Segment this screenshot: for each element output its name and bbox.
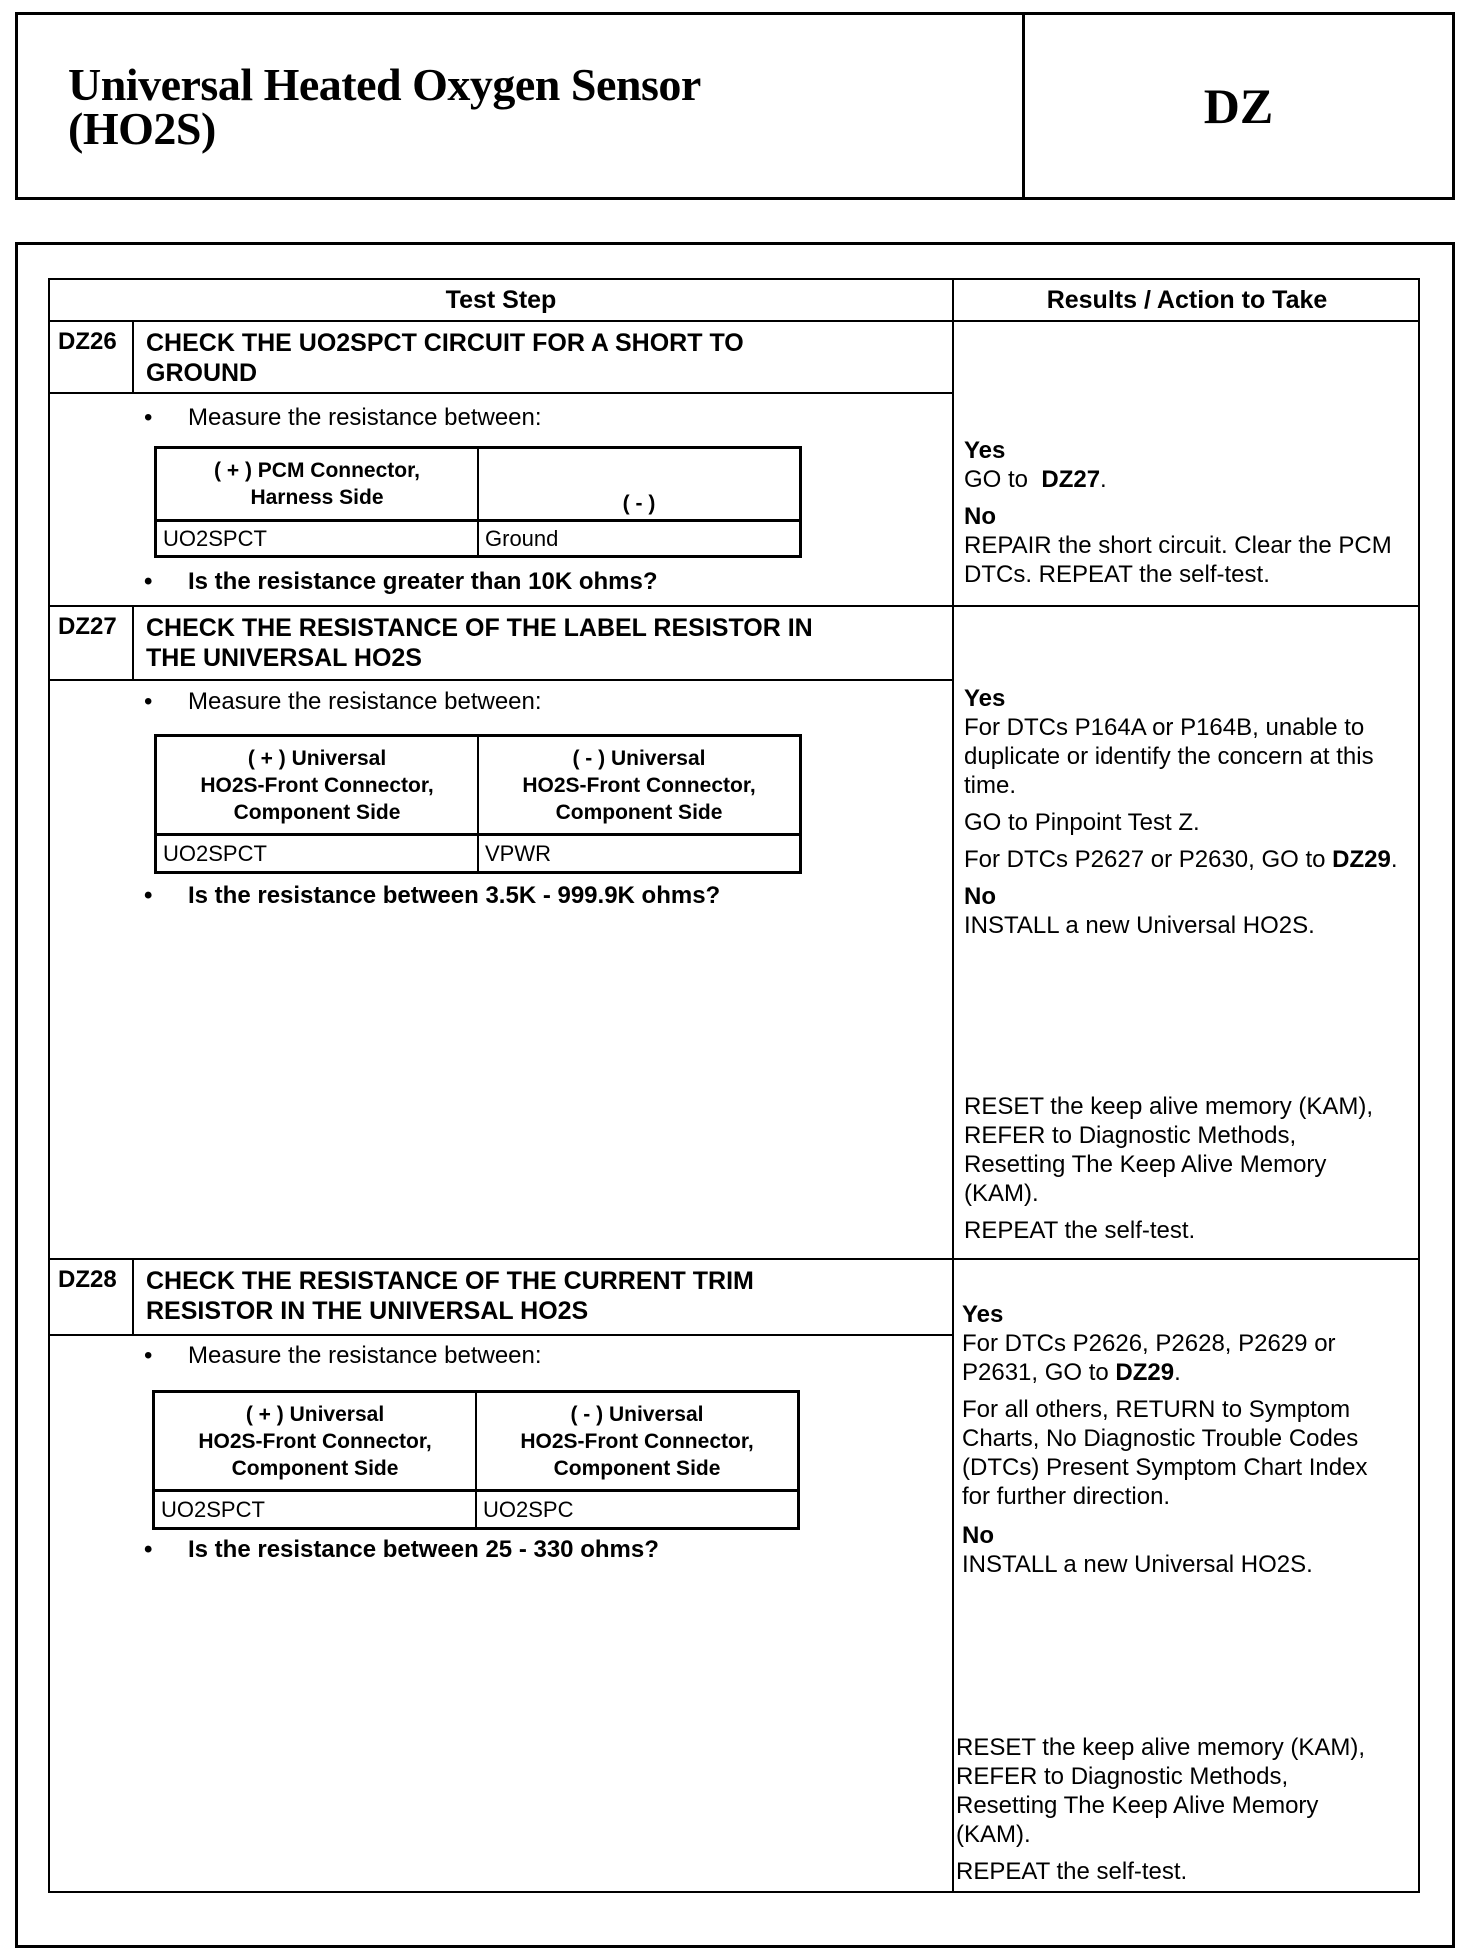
pinpoint-test-table bbox=[48, 278, 1420, 1893]
step-number: DZ26 bbox=[58, 328, 117, 355]
result-dz27-reset bbox=[964, 1092, 1404, 1253]
step-number: DZ27 bbox=[58, 613, 117, 640]
yes-action: For DTCs P164A or P164B, unable to duplicate or identify the concern at this time. bbox=[964, 714, 1374, 799]
yes-action[interactable]: GO to Pinpoint Test Z. bbox=[964, 809, 1200, 836]
no-label: No bbox=[964, 883, 996, 910]
row-divider bbox=[50, 679, 952, 681]
no-action: REPAIR the short circuit. Clear the PCM DTCs. REPEAT the self-test. bbox=[964, 532, 1392, 588]
bullet-icon: • bbox=[144, 404, 153, 431]
question-bullet: • Is the resistance between 3.5K - 999.9K ohms? bbox=[134, 882, 720, 910]
yes-label: Yes bbox=[962, 1301, 1004, 1328]
column-header-results: Results / Action to Take bbox=[1046, 285, 1328, 314]
measurement-header-positive: ( + ) Universal HO2S-Front Connector, Component Side bbox=[198, 1402, 432, 1480]
step-title: CHECK THE UO2SPCT CIRCUIT FOR A SHORT TO GROUND bbox=[146, 329, 744, 387]
measurement-header-positive: ( + ) PCM Connector, Harness Side bbox=[214, 459, 420, 509]
no-label: No bbox=[962, 1522, 994, 1549]
column-header-test-step: Test Step bbox=[445, 285, 557, 314]
instruction-bullet: • Measure the resistance between: bbox=[134, 688, 542, 716]
no-label: No bbox=[964, 503, 996, 530]
repeat-self-test-note: REPEAT the self-test. bbox=[964, 1217, 1196, 1244]
measurement-table bbox=[154, 734, 802, 874]
bullet-icon: • bbox=[144, 882, 153, 909]
measurement-value-positive: UO2SPCT bbox=[163, 526, 267, 551]
page-title bbox=[68, 59, 968, 154]
instruction-bullet: • Measure the resistance between: bbox=[134, 404, 542, 432]
page-header bbox=[15, 12, 1455, 200]
goto-link-dz27[interactable]: DZ27 bbox=[1041, 466, 1101, 493]
measurement-value-negative: VPWR bbox=[485, 841, 551, 866]
yes-label: Yes bbox=[964, 685, 1006, 712]
column-divider bbox=[952, 280, 954, 1893]
page-title-line2: (HO2S) bbox=[68, 103, 216, 154]
yes-action: GO to DZ27. bbox=[964, 466, 1107, 493]
yes-action: For DTCs P2627 or P2630, GO to DZ29. bbox=[964, 846, 1398, 873]
reset-kam-note: RESET the keep alive memory (KAM), REFER to Diagnostic Methods, Resetting The Keep Alive Memory (KAM). bbox=[956, 1734, 1366, 1848]
question-bullet: • Is the resistance greater than 10K ohms? bbox=[134, 568, 658, 596]
step-title: CHECK THE RESISTANCE OF THE LABEL RESISTOR IN THE UNIVERSAL HO2S bbox=[146, 614, 813, 672]
measurement-table bbox=[154, 446, 802, 558]
step-number: DZ28 bbox=[58, 1266, 117, 1293]
reset-kam-note: RESET the keep alive memory (KAM), REFER to Diagnostic Methods, Resetting The Keep Alive Memory (KAM). bbox=[964, 1093, 1374, 1207]
measurement-header-negative: ( - ) Universal HO2S-Front Connector, Component Side bbox=[520, 1402, 754, 1480]
yes-action: For DTCs P2626, P2628, P2629 or P2631, GO to DZ29. bbox=[962, 1330, 1336, 1386]
yes-action: For all others, RETURN to Symptom Charts, No Diagnostic Trouble Codes (DTCs) Present Symptom Chart Index for further direction. bbox=[962, 1396, 1368, 1510]
result-dz28 bbox=[962, 1300, 1402, 1587]
measurement-value-negative: Ground bbox=[485, 526, 559, 551]
no-action: INSTALL a new Universal HO2S. bbox=[964, 912, 1315, 939]
no-action: INSTALL a new Universal HO2S. bbox=[962, 1551, 1313, 1578]
bullet-icon: • bbox=[144, 1536, 153, 1563]
step-title: CHECK THE RESISTANCE OF THE CURRENT TRIM RESISTOR IN THE UNIVERSAL HO2S bbox=[146, 1267, 754, 1325]
measurement-value-negative: UO2SPC bbox=[483, 1497, 574, 1522]
page-title-line1: Universal Heated Oxygen Sensor bbox=[68, 59, 701, 110]
measurement-header-positive: ( + ) Universal HO2S-Front Connector, Component Side bbox=[200, 746, 434, 824]
measurement-header-negative: ( - ) Universal HO2S-Front Connector, Component Side bbox=[522, 746, 756, 824]
instruction-bullet: • Measure the resistance between: bbox=[134, 1342, 542, 1370]
measurement-header-negative: ( - ) bbox=[622, 492, 656, 515]
measurement-value-positive: UO2SPCT bbox=[161, 1497, 265, 1522]
row-divider bbox=[50, 392, 952, 394]
row-divider bbox=[50, 1334, 952, 1336]
result-dz28-reset bbox=[956, 1733, 1396, 1894]
goto-link-dz29[interactable]: DZ29 bbox=[1115, 1359, 1175, 1386]
bullet-icon: • bbox=[144, 1342, 153, 1369]
result-dz26 bbox=[964, 436, 1404, 597]
section-code: DZ bbox=[1203, 78, 1274, 134]
yes-label: Yes bbox=[964, 437, 1006, 464]
bullet-icon: • bbox=[144, 688, 153, 715]
result-dz27 bbox=[964, 684, 1404, 948]
question-bullet: • Is the resistance between 25 - 330 ohms? bbox=[134, 1536, 659, 1564]
goto-link-dz29[interactable]: DZ29 bbox=[1332, 846, 1391, 873]
bullet-icon: • bbox=[144, 568, 153, 595]
repeat-self-test-note: REPEAT the self-test. bbox=[956, 1858, 1188, 1885]
measurement-table bbox=[152, 1390, 800, 1530]
measurement-value-positive: UO2SPCT bbox=[163, 841, 267, 866]
